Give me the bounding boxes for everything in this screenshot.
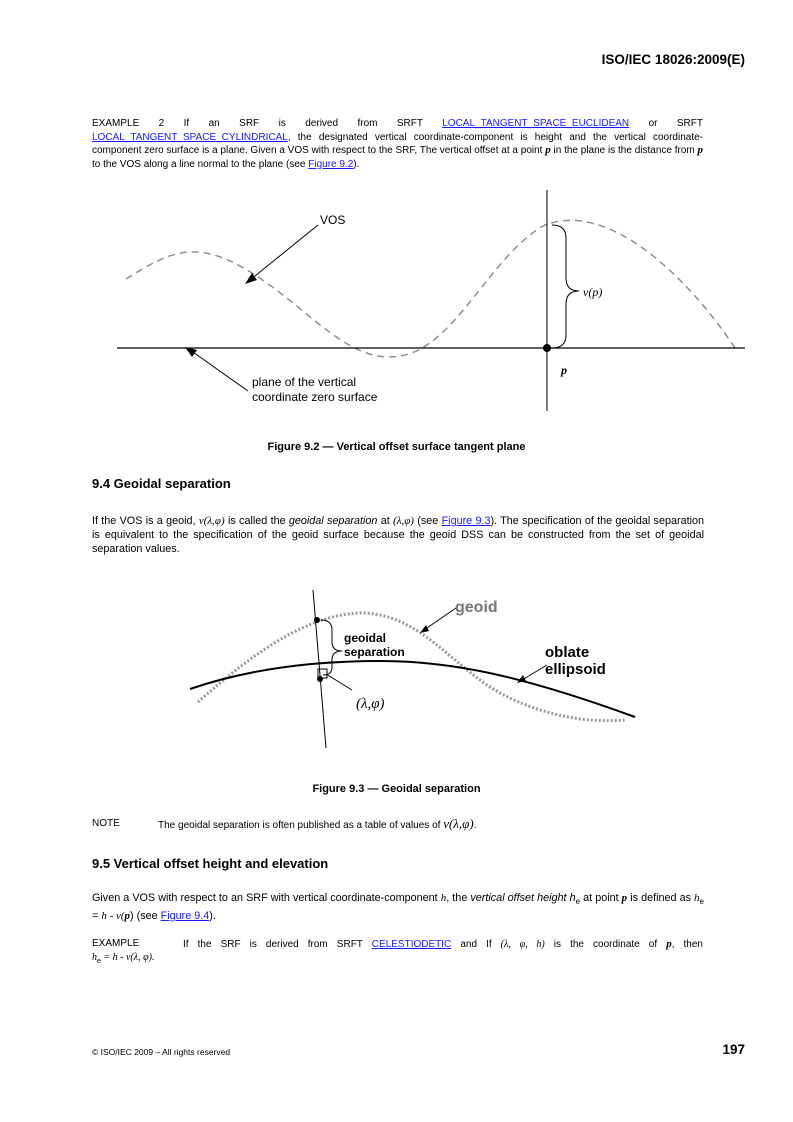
point-p-marker: [543, 344, 551, 352]
figure-9-3-caption: Figure 9.3 — Geoidal separation: [312, 783, 481, 795]
separation-label-line1: geoidal: [344, 631, 387, 645]
example-line1: If the SRF is derived from SRFT CELESTIODETIC and If (λ, φ, h) is the coordinate of p, then: [183, 938, 703, 950]
ellipsoid-label-line1: oblate: [545, 644, 590, 661]
plane-pointer-arrow: [190, 350, 248, 391]
geoid-pointer-head: [420, 625, 429, 633]
link-figure-9-2[interactable]: Figure 9.2: [308, 158, 354, 170]
document-header: ISO/IEC 18026:2009(E): [601, 52, 745, 67]
coord-label: (λ,φ): [356, 696, 385, 712]
offset-brace: [552, 225, 579, 348]
figure-9-2: [0, 180, 793, 420]
section-9-4-paragraph: If the VOS is a geoid, v(λ,φ) is called the geoidal separation at (λ,φ) (see Figure 9.3). The specification of the geoidal separation is equivalent to the specification of the geoid surface because the geoid DSS can be constructed from the set of geoidal separation values.: [92, 515, 704, 555]
p-label: p: [561, 363, 567, 377]
geoid-point-marker: [314, 617, 320, 623]
link-celestiodetic[interactable]: CELESTIODETIC: [371, 939, 452, 950]
link-figure-9-4[interactable]: Figure 9.4: [160, 910, 210, 923]
vos-label: VOS: [320, 213, 346, 227]
separation-label-line2: separation: [344, 645, 405, 659]
page-number: 197: [722, 1042, 745, 1057]
ellipsoid-point-marker: [317, 676, 323, 682]
geoid-pointer: [424, 608, 456, 630]
vos-curve: [126, 220, 735, 357]
vos-pointer-arrow: [250, 225, 318, 280]
example-line2: $h_e = h - v(\lambda$, φ).: [92, 952, 155, 965]
separation-brace: [321, 620, 342, 675]
section-9-5-heading: 9.5 Vertical offset height and elevation: [92, 856, 329, 871]
vos-arrowhead: [245, 273, 257, 284]
link-local-tangent-space-euclidean[interactable]: LOCAL_TANGENT_SPACE_EUCLIDEAN: [442, 118, 630, 129]
link-local-tangent-space-cylindrical[interactable]: LOCAL_TANGENT_SPACE_CYLINDRICAL: [92, 131, 288, 143]
plane-label-line1: plane of the vertical: [252, 375, 357, 389]
example2-paragraph: EXAMPLE 2 If an SRF is derived from SRFT LOCAL_TANGENT_SPACE_EUCLIDEAN or SRFT LOCAL_TANGENT_SPACE_CYLINDRICAL, the designated vertical coordinate-component is height and the vertical coordinate-component zero surface is a plane. Given a VOS with respect to the SRF, The vertical offset at a point p in the plane is the distance from p to the VOS along a line normal to the plane (see Figure 9.2).: [92, 118, 703, 170]
note-text: The geoidal separation is often published as a table of values of v(λ,φ).: [158, 816, 477, 831]
figure-9-2-caption: Figure 9.2 — Vertical offset surface tangent plane: [267, 441, 526, 453]
ellipsoid-label-line2: ellipsoid: [545, 661, 606, 678]
section-9-4-heading: 9.4 Geoidal separation: [92, 476, 231, 491]
ellipsoid-pointer: [522, 665, 547, 680]
v-of-p-label: v(p): [583, 285, 603, 299]
link-figure-9-3[interactable]: Figure 9.3: [441, 515, 491, 527]
note-label: NOTE: [92, 818, 120, 829]
plane-label-line2: coordinate zero surface: [252, 390, 378, 404]
example-label: EXAMPLE: [92, 938, 140, 949]
section-9-5-paragraph: Given a VOS with respect to an SRF with vertical coordinate-component h, the vertical offset height $h_e$ at point p is defined as $h_e = h - v(p)$ (see Figure 9.4).: [92, 892, 704, 923]
coord-pointer: [326, 674, 352, 690]
copyright-footer: © ISO/IEC 2009 – All rights reserved: [92, 1047, 231, 1057]
geoid-label: geoid: [455, 599, 498, 616]
figure-9-3: [0, 575, 793, 760]
